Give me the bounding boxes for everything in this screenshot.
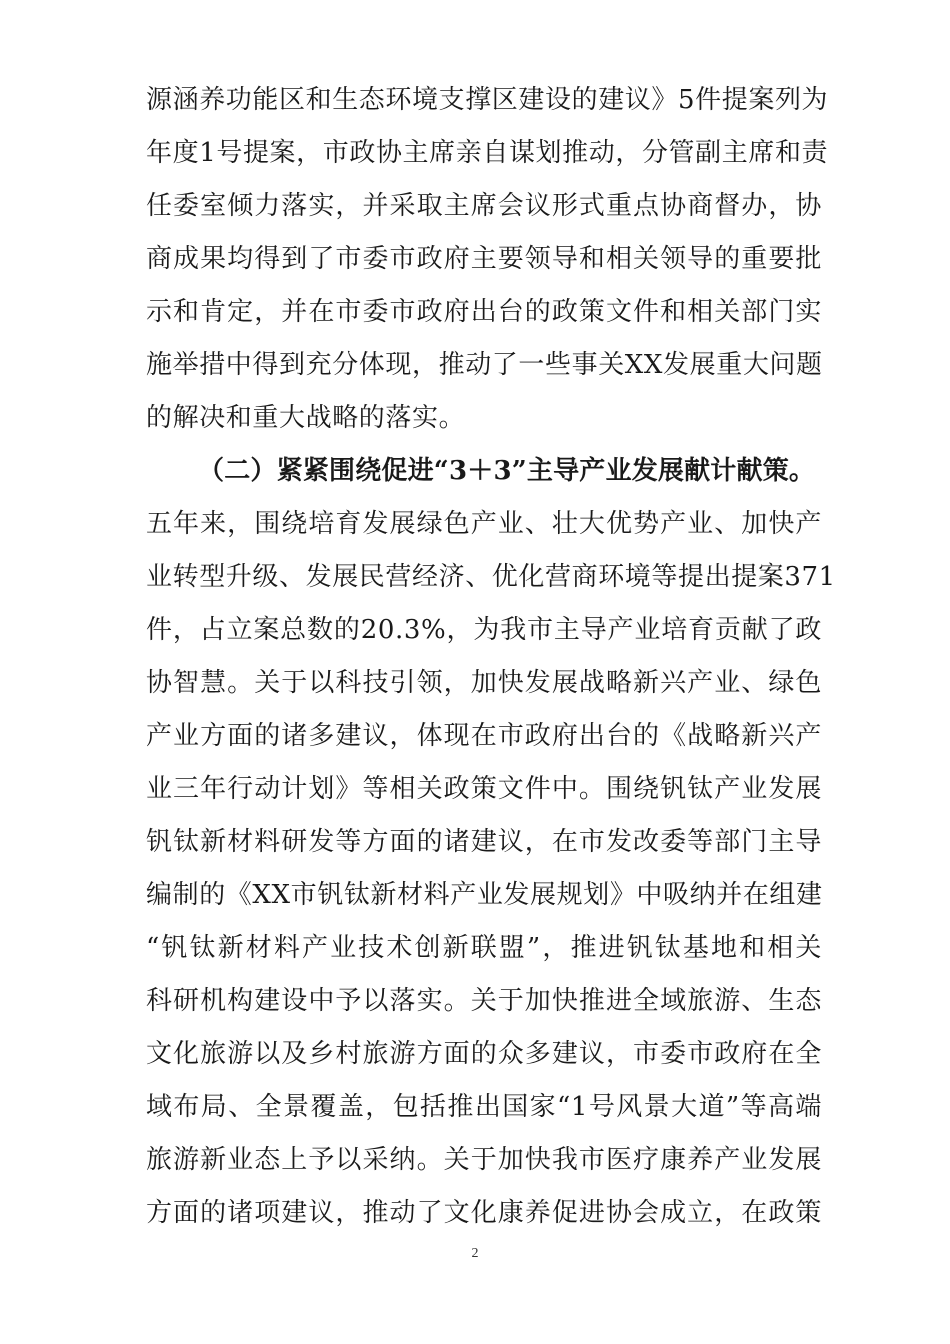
text-line: 任委室倾力落实，并采取主席会议形式重点协商督办，协 (146, 191, 822, 221)
text-line: 施举措中得到充分体现，推动了一些事关XX发展重大问题 (146, 350, 823, 380)
text-line: 业转型升级、发展民营经济、优化营商环境等提出提案371 (146, 562, 836, 592)
text-line: 示和肯定，并在市委市政府出台的政策文件和相关部门实 (146, 297, 822, 327)
text-line: 业三年行动计划》等相关政策文件中。围绕钒钛产业发展 (146, 774, 822, 804)
text-line: 源涵养功能区和生态环境支撑区建设的建议》5件提案列为 (146, 85, 829, 115)
text-line: 的解决和重大战略的落实。 (146, 403, 466, 433)
text-line: 方面的诸项建议，推动了文化康养促进协会成立，在政策 (146, 1198, 822, 1228)
text-line: 文化旅游以及乡村旅游方面的众多建议，市委市政府在全 (146, 1039, 822, 1069)
page-number: 2 (471, 1246, 479, 1261)
text-line: 协智慧。关于以科技引领，加快发展战略新兴产业、绿色 (146, 668, 822, 698)
text-line: “钒钛新材料产业技术创新联盟”，推进钒钛基地和相关 (146, 933, 822, 963)
text-line: 年度1号提案，市政协主席亲自谋划推动，分管副主席和责 (146, 138, 829, 168)
text-line: 产业方面的诸多建议，体现在市政府出台的《战略新兴产 (146, 721, 822, 751)
text-line: 钒钛新材料研发等方面的诸建议，在市发改委等部门主导 (146, 827, 822, 857)
text-line: 商成果均得到了市委市政府主要领导和相关领导的重要批 (146, 244, 822, 274)
section-heading: （二）紧紧围绕促进“3＋3”主导产业发展献计献策。 (198, 456, 816, 486)
text-line: 件，占立案总数的20.3%，为我市主导产业培育贡献了政 (146, 615, 822, 645)
text-line: 编制的《XX市钒钛新材料产业发展规划》中吸纳并在组建 (146, 880, 823, 910)
text-line: 科研机构建设中予以落实。关于加快推进全域旅游、生态 (146, 986, 822, 1016)
text-line: 五年来，围绕培育发展绿色产业、壮大优势产业、加快产 (146, 509, 822, 539)
text-line: 域布局、全景覆盖，包括推出国家“1号风景大道”等高端 (146, 1092, 822, 1122)
text-line: 旅游新业态上予以采纳。关于加快我市医疗康养产业发展 (146, 1145, 822, 1175)
body-text (146, 74, 836, 1240)
